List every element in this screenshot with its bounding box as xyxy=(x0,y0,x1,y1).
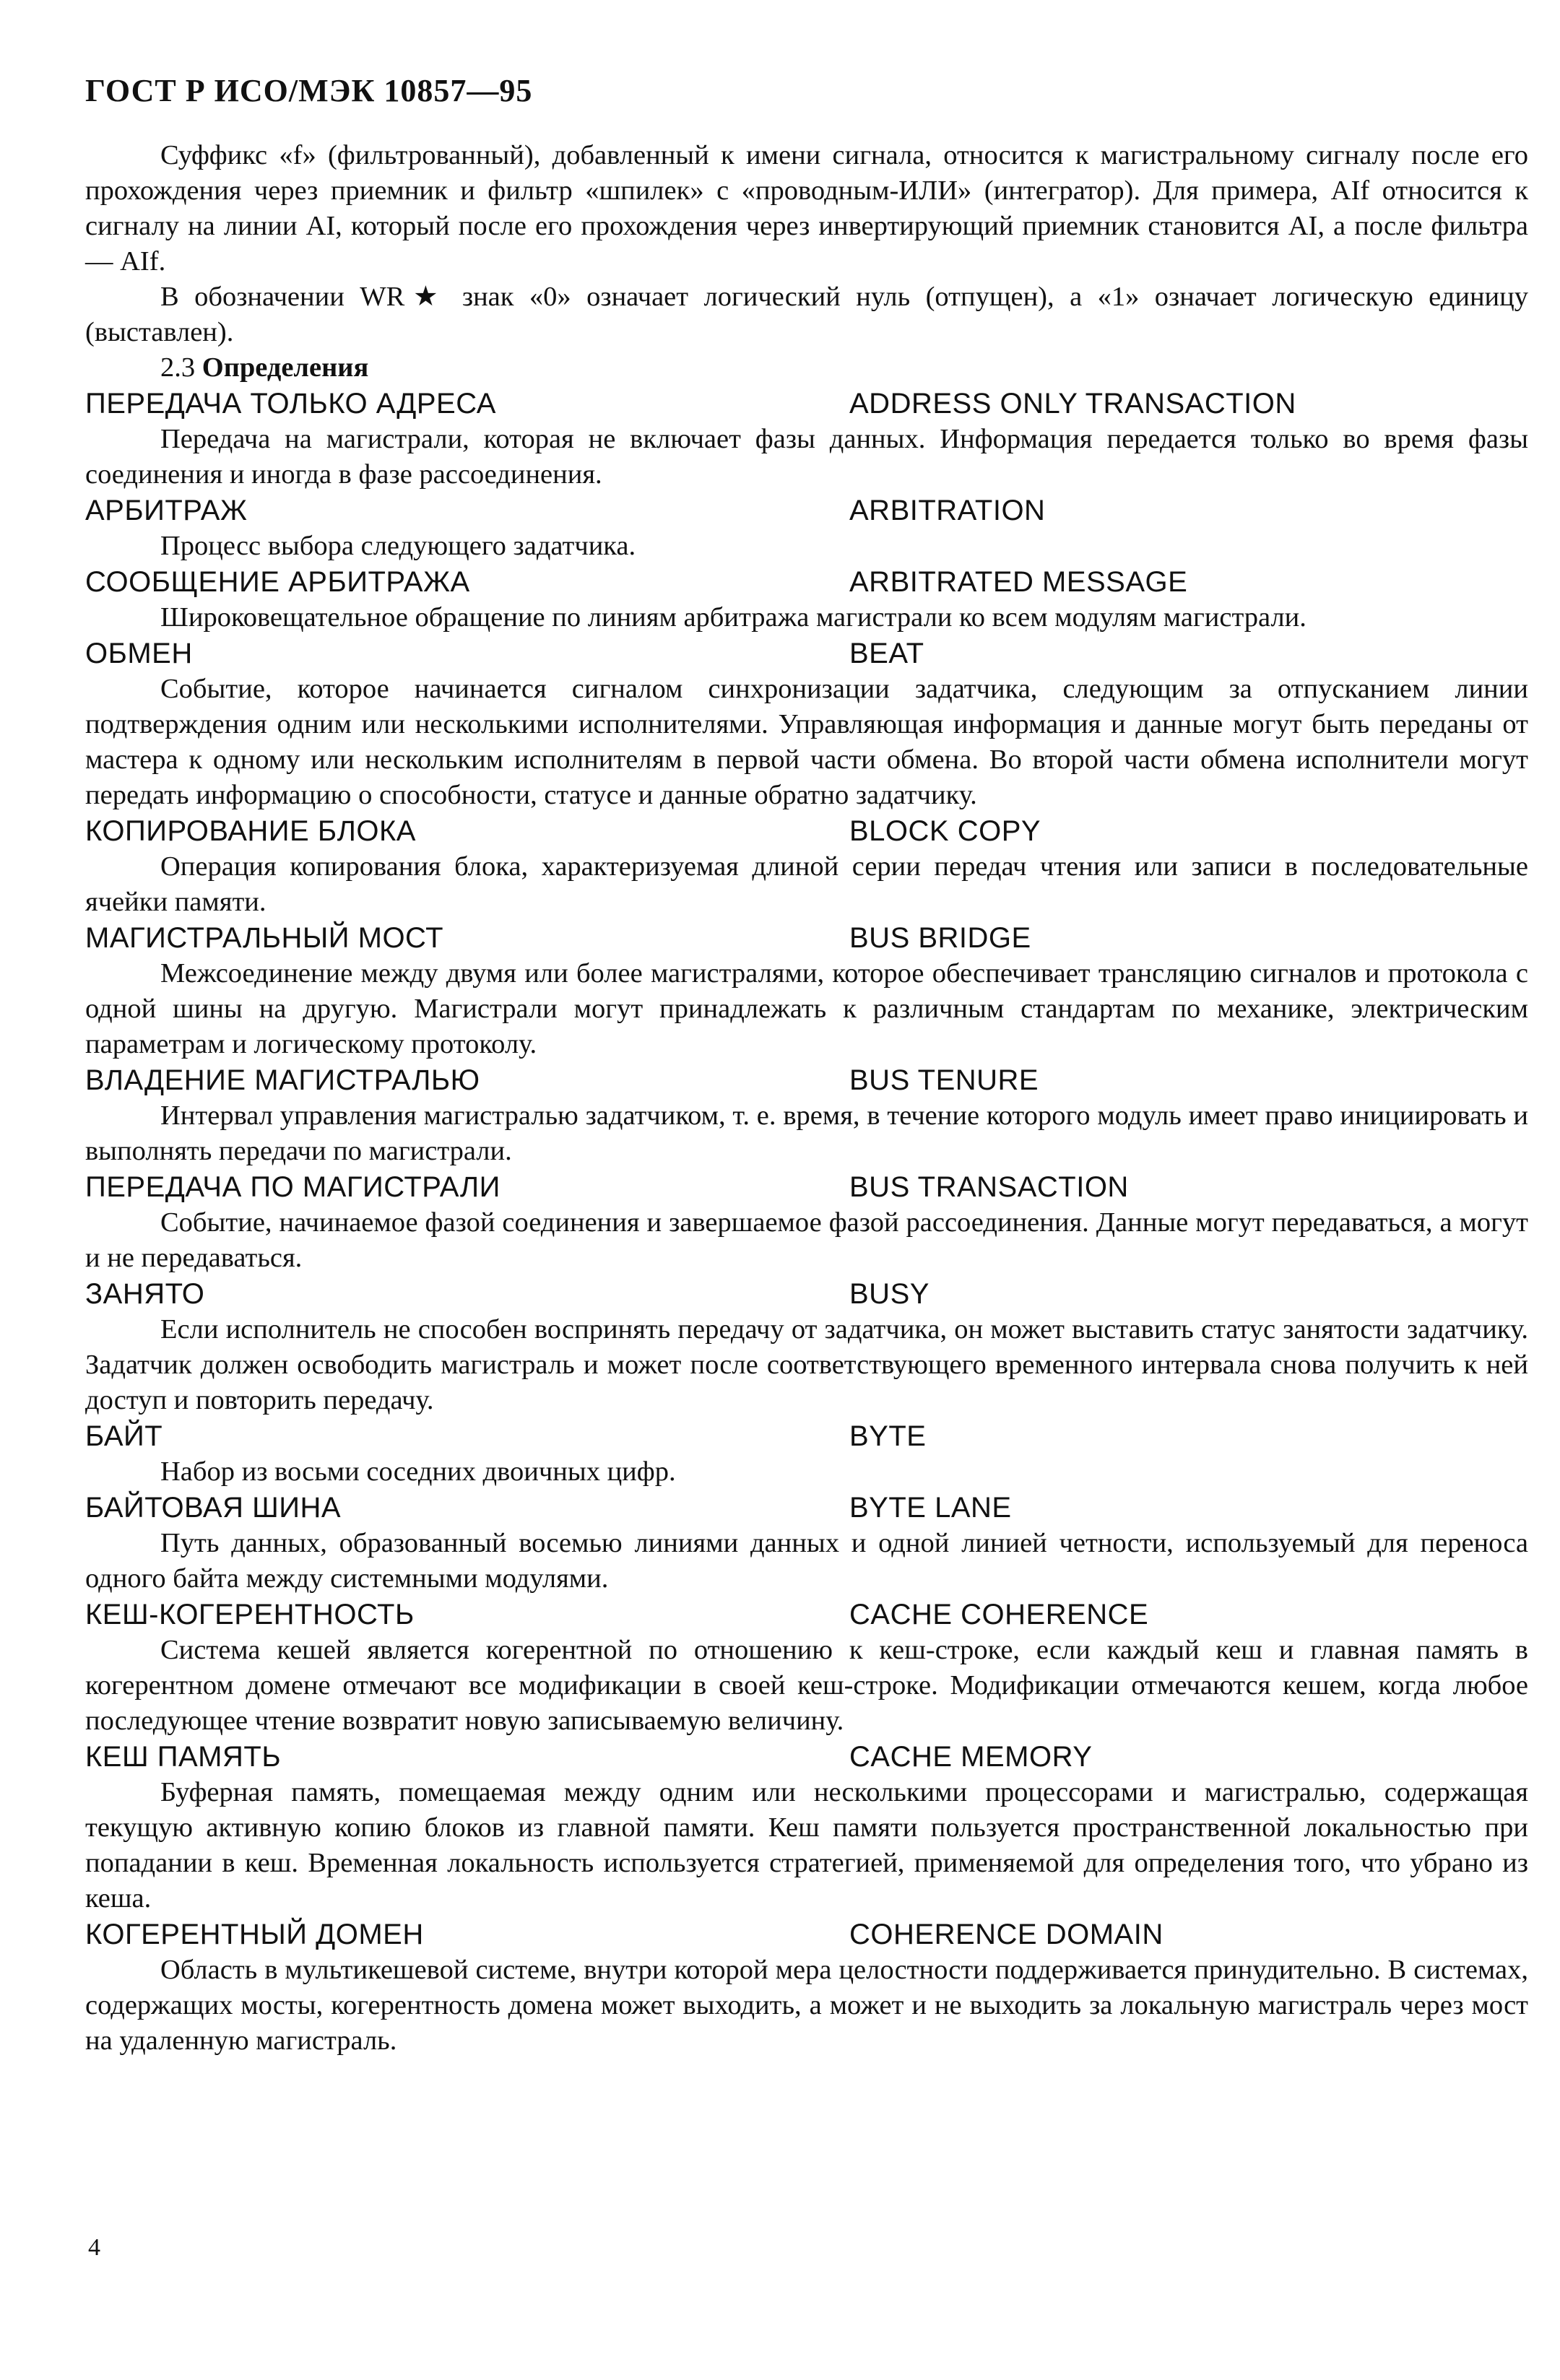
term-russian: АРБИТРАЖ xyxy=(85,495,248,526)
term-row xyxy=(85,813,1528,849)
term-russian: ПЕРЕДАЧА ТОЛЬКО АДРЕСА xyxy=(85,388,496,420)
term-row xyxy=(85,492,1528,529)
term-english: BEAT xyxy=(849,638,924,669)
definition-entry xyxy=(85,564,1528,635)
term-russian: БАЙТ xyxy=(85,1420,163,1452)
definition-entry xyxy=(85,492,1528,564)
term-row xyxy=(85,1597,1528,1633)
section-number: 2.3 xyxy=(160,352,196,383)
definition-text: Операция копирования блока, характеризуемая длиной серии передач чтения или записи в последовательные ячейки памяти. xyxy=(85,851,1528,917)
term-russian: ЗАНЯТО xyxy=(85,1278,205,1310)
definition-text: Межсоединение между двумя или более магистралями, которое обеспечивает трансляцию сигналов и протокола с одной шины на другую. Магистрали могут принадлежать к различным стандартам по механике, электрическим параметрам и логическому протоколу. xyxy=(85,958,1528,1059)
definition-entry xyxy=(85,1490,1528,1597)
intro-paragraph-2: В обозначении WR★ знак «0» означает логический нуль (отпущен), а «1» означает логическую единицу (выставлен). xyxy=(85,282,1528,347)
term-english: ARBITRATED MESSAGE xyxy=(849,566,1188,598)
definition-entry xyxy=(85,635,1528,813)
definition-text: Процесс выбора следующего задатчика. xyxy=(160,531,636,561)
definition-entry xyxy=(85,920,1528,1062)
document-header: ГОСТ Р ИСО/МЭК 10857—95 xyxy=(85,73,533,108)
definition-text: Событие, которое начинается сигналом синхронизации задатчика, следующим за отпусканием линии подтверждения одним или несколькими исполнителями. Управляющая информация и данные могут быть переданы от мастера к одному или нескольким исполнителям в первой части обмена. Во второй части обмена исполнители могут передать информацию о способности, статусе и данные обратно задатчику. xyxy=(85,674,1528,810)
definition-text: Область в мультикешевой системе, внутри которой мера целостности поддерживается принудительно. В системах, содержащих мосты, когерентность домена может выходить, а может и не выходить за локальную магистраль через мост на удаленную магистраль. xyxy=(85,1955,1528,2056)
term-row xyxy=(85,1739,1528,1775)
term-russian: БАЙТОВАЯ ШИНА xyxy=(85,1492,342,1524)
definitions-list xyxy=(85,386,1528,2059)
definition-text: Система кешей является когерентной по отношению к кеш-строке, если каждый кеш и главная память в когерентном домене отмечают все модификации в своей кеш-строке. Модификации отмечаются кешем, когда любое последующее чтение возвратит новую записываемую величину. xyxy=(85,1635,1528,1736)
term-row xyxy=(85,635,1528,672)
definition-entry xyxy=(85,1276,1528,1418)
definition-text: Интервал управления магистралью задатчиком, т. е. время, в течение которого модуль имеет право инициировать и выполнять передачи по магистрали. xyxy=(85,1100,1528,1166)
section-title: Определения xyxy=(202,352,369,383)
term-row xyxy=(85,1490,1528,1526)
definition-text: Путь данных, образованный восемью линиями данных и одной линией четности, используемый для переноса одного байта между системными модулями. xyxy=(85,1528,1528,1594)
term-row xyxy=(85,1276,1528,1312)
term-english: BUSY xyxy=(849,1278,930,1310)
term-english: BLOCK COPY xyxy=(849,815,1041,847)
term-row xyxy=(85,920,1528,956)
document-page xyxy=(85,72,1528,2059)
definition-entry xyxy=(85,1169,1528,1276)
definition-text: Событие, начинаемое фазой соединения и завершаемое фазой рассоединения. Данные могут передаваться, а могут и не передаваться. xyxy=(85,1207,1528,1273)
term-russian: СООБЩЕНИЕ АРБИТРАЖА xyxy=(85,566,470,598)
term-english: COHERENCE DOMAIN xyxy=(849,1919,1164,1950)
section-heading xyxy=(160,350,1528,386)
definition-entry xyxy=(85,1739,1528,1916)
definition-entry xyxy=(85,386,1528,492)
intro-paragraph-1: Суффикс «f» (фильтрованный), добавленный к имени сигнала, относится к магистральному сигналу после его прохождения через приемник и фильтр «шпилек» с «проводным-ИЛИ» (интегратор). Для примера, AIf относится к сигналу на линии AI, который после его прохождения через инвертирующий приемник становится AI, а после фильтра — AIf. xyxy=(85,140,1528,277)
term-english: BUS TRANSACTION xyxy=(849,1171,1129,1203)
term-row xyxy=(85,1916,1528,1953)
term-english: CACHE COHERENCE xyxy=(849,1599,1149,1630)
definition-text: Набор из восьми соседних двоичных цифр. xyxy=(160,1456,676,1487)
term-russian: ОБМЕН xyxy=(85,638,193,669)
definition-entry xyxy=(85,813,1528,920)
page-number: 4 xyxy=(88,2234,100,2261)
term-russian: ПЕРЕДАЧА ПО МАГИСТРАЛИ xyxy=(85,1171,500,1203)
definition-text: Широковещательное обращение по линиям арбитража магистрали ко всем модулям магистрали. xyxy=(160,602,1306,633)
term-english: BUS TENURE xyxy=(849,1064,1039,1096)
term-english: BUS BRIDGE xyxy=(849,922,1031,954)
term-english: BYTE LANE xyxy=(849,1492,1012,1524)
definition-text: Буферная память, помещаемая между одним или несколькими процессорами и магистралью, содержащая текущую активную копию блоков из главной памяти. Кеш памяти пользуется пространственной локальностью при попадании в кеш. Временная локальность используется стратегией, применяемой для определения того, что убрано из кеша. xyxy=(85,1777,1528,1914)
term-russian: МАГИСТРАЛЬНЫЙ МОСТ xyxy=(85,922,444,954)
term-english: BYTE xyxy=(849,1420,927,1452)
definition-text: Передача на магистрали, которая не включает фазы данных. Информация передается только во время фазы соединения и иногда в фазе рассоединения. xyxy=(85,424,1528,490)
definition-entry xyxy=(85,1597,1528,1739)
definition-text: Если исполнитель не способен воспринять передачу от задатчика, он может выставить статус занятости задатчику. Задатчик должен освободить магистраль и может после соответствующего временного интервала снова получить к ней доступ и повторить передачу. xyxy=(85,1314,1528,1415)
term-russian: ВЛАДЕНИЕ МАГИСТРАЛЬЮ xyxy=(85,1064,480,1096)
definition-entry xyxy=(85,1418,1528,1490)
term-english: ARBITRATION xyxy=(849,495,1046,526)
definition-entry xyxy=(85,1916,1528,2059)
term-row xyxy=(85,1169,1528,1205)
definition-entry xyxy=(85,1062,1528,1169)
term-row xyxy=(85,564,1528,600)
term-english: CACHE MEMORY xyxy=(849,1741,1093,1773)
term-row xyxy=(85,1418,1528,1454)
term-russian: КОПИРОВАНИЕ БЛОКА xyxy=(85,815,416,847)
term-russian: КЕШ ПАМЯТЬ xyxy=(85,1741,282,1773)
term-row xyxy=(85,1062,1528,1098)
term-english: ADDRESS ONLY TRANSACTION xyxy=(849,388,1296,420)
term-row xyxy=(85,386,1528,422)
term-russian: КЕШ-КОГЕРЕНТНОСТЬ xyxy=(85,1599,415,1630)
term-russian: КОГЕРЕНТНЫЙ ДОМЕН xyxy=(85,1919,424,1950)
